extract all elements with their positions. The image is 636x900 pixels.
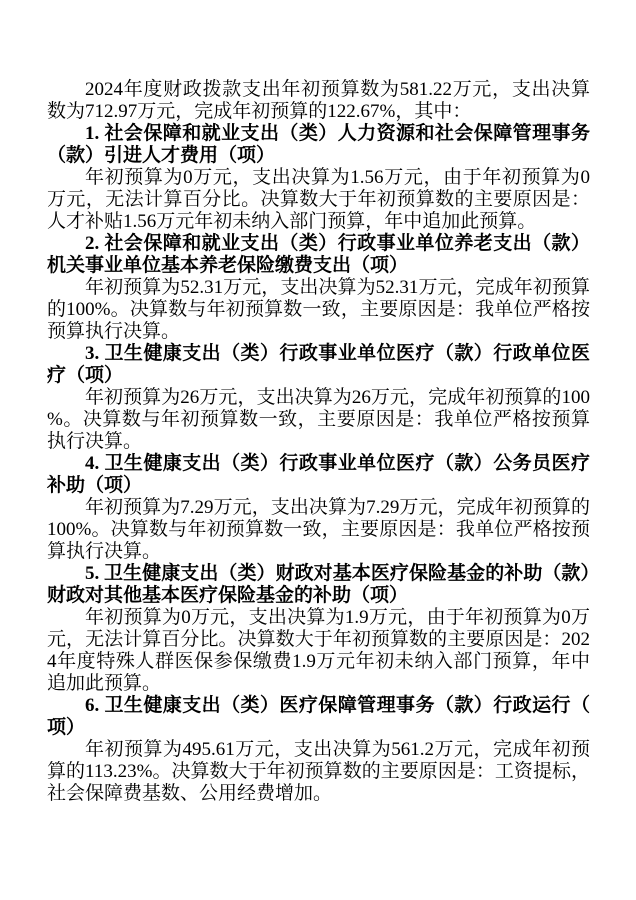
document-body — [47, 79, 590, 805]
section-6-body: 年初预算为495.61万元，支出决算为561.2万元，完成年初预算的113.23%。决算数大于年初预算数的主要原因是：工资提标，社会保障费基数、公用经费增加。 — [47, 739, 590, 804]
section-2-body: 年初预算为52.31万元，支出决算为52.31万元，完成年初预算的100%。决算数与年初预算数一致，主要原因是：我单位严格按预算执行决算。 — [47, 277, 590, 342]
section-5-body: 年初预算为0万元，支出决算为1.9万元，由于年初预算为0万元，无法计算百分比。决算数大于年初预算数的主要原因是：2024年度特殊人群医保参保缴费1.9万元年初未纳入部门预算，年中追加此预算。 — [47, 607, 590, 694]
section-3-body: 年初预算为26万元，支出决算为26万元，完成年初预算的100%。决算数与年初预算数一致，主要原因是：我单位严格按预算执行决算。 — [47, 387, 590, 452]
section-1-heading: 1. 社会保障和就业支出（类）人力资源和社会保障管理事务（款）引进人才费用（项） — [47, 123, 590, 166]
intro-paragraph: 2024年度财政拨款支出年初预算数为581.22万元，支出决算数为712.97万元，完成年初预算的122.67%，其中： — [47, 79, 590, 122]
section-1-body: 年初预算为0万元，支出决算为1.56万元，由于年初预算为0万元，无法计算百分比。决算数大于年初预算数的主要原因是：人才补贴1.56万元年初未纳入部门预算，年中追加此预算。 — [47, 167, 590, 232]
section-4-heading: 4. 卫生健康支出（类）行政事业单位医疗（款）公务员医疗补助（项） — [47, 453, 590, 496]
section-2-heading: 2. 社会保障和就业支出（类）行政事业单位养老支出（款）机关事业单位基本养老保险缴费支出（项） — [47, 233, 590, 276]
section-5-heading: 5. 卫生健康支出（类）财政对基本医疗保险基金的补助（款）财政对其他基本医疗保险基金的补助（项） — [47, 563, 590, 606]
section-6-heading: 6. 卫生健康支出（类）医疗保障管理事务（款）行政运行（项） — [47, 695, 590, 738]
section-3-heading: 3. 卫生健康支出（类）行政事业单位医疗（款）行政单位医疗（项） — [47, 343, 590, 386]
section-4-body: 年初预算为7.29万元，支出决算为7.29万元，完成年初预算的100%。决算数与年初预算数一致，主要原因是：我单位严格按预算执行决算。 — [47, 497, 590, 562]
